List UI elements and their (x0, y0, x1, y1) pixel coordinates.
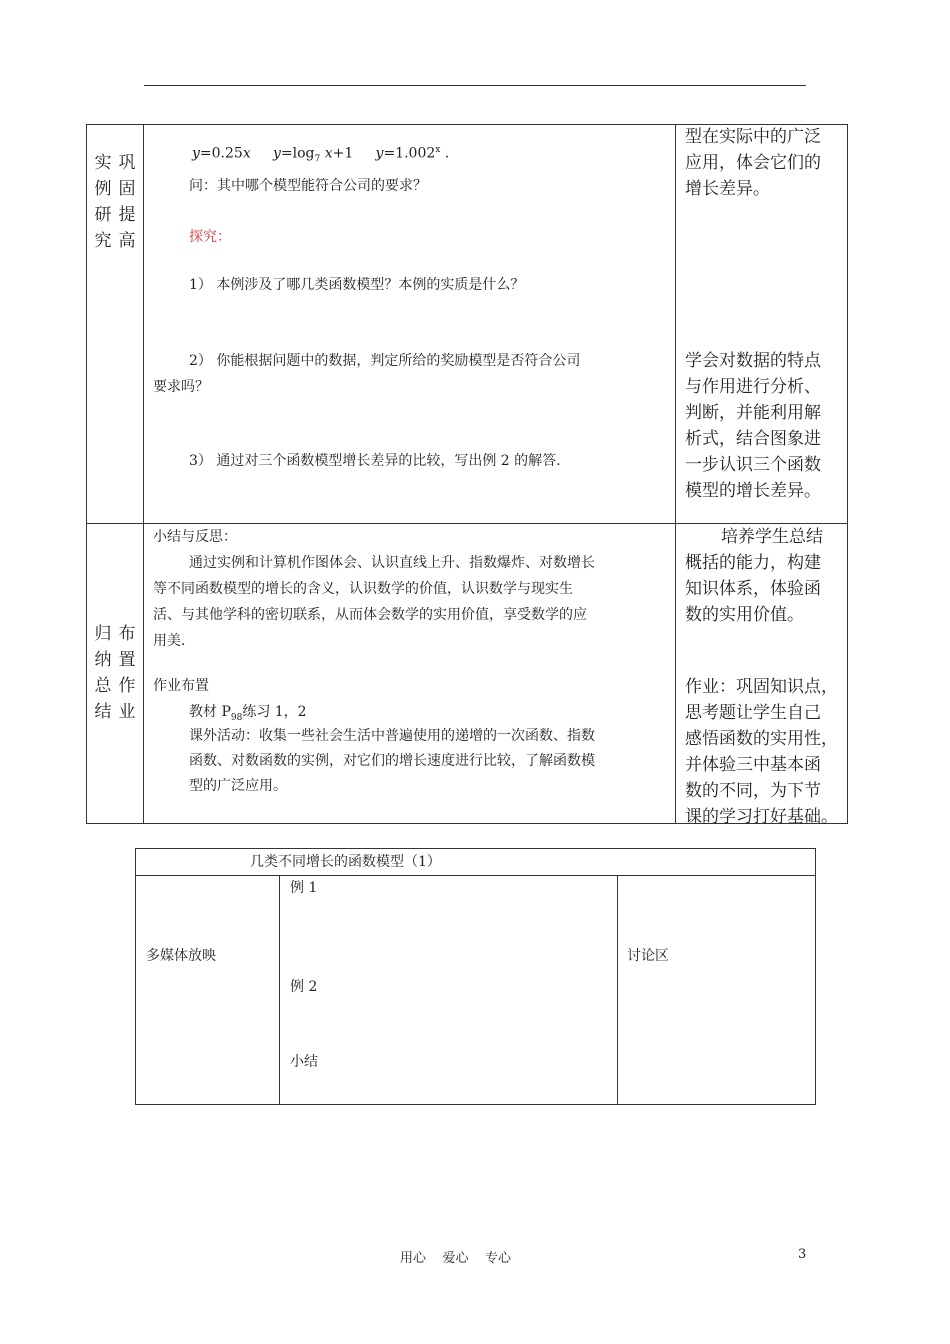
explore-question-1: 1） 本例涉及了哪几类函数模型？本例的实质是什么？ (189, 277, 525, 293)
board-right-cell (617, 875, 816, 1105)
row1-label-left: 实例研究 (94, 153, 112, 251)
activity-line-2: 函数、对数函数的实例，对它们的增长速度进行比较，了解函数模 (189, 753, 595, 769)
header-rule (144, 85, 806, 86)
board-discussion: 讨论区 (627, 948, 669, 964)
board-title: 几类不同增长的函数模型（1） (250, 854, 441, 870)
board-summary: 小结 (290, 1054, 318, 1070)
footer-motto: 用心 爱心 专心 (400, 1251, 512, 1266)
board-title-cell (135, 848, 816, 876)
explore-question-3: 3） 通过对三个函数模型增长差异的比较，写出例 2 的解答. (189, 453, 561, 469)
homework-book: 教材 $P_{98}$练习 1，2 (189, 704, 307, 723)
board-left-cell (135, 875, 280, 1105)
row1-label-right: 巩固提高 (118, 153, 136, 251)
board-example-1: 例 1 (290, 880, 318, 896)
row1-notes-top: 型在实际中的广泛 应用，体会它们的 增长差异。 (685, 127, 821, 199)
model-formulas: y=0.25x $y=\log_7$ x+1 $y=1.002^x$ . (192, 145, 450, 165)
summary-line-4: 用美. (153, 633, 186, 649)
model-question: 问：其中哪个模型能符合公司的要求？ (189, 178, 427, 194)
board-example-2: 例 2 (290, 979, 318, 995)
row2-notes-top: 培养学生总结 概括的能力，构建 知识体系，体验函 数的实用价值。 (685, 527, 823, 625)
explore-heading: 探究： (189, 229, 231, 245)
page-number: 3 (798, 1247, 807, 1262)
board-middle-cell (279, 875, 618, 1105)
row2-label-left: 归纳总结 (94, 624, 112, 722)
row2-notes-bottom: 作业：巩固知识点， 思考题让学生自己 感悟函数的实用性， 并体验三中基本函 数的不同，为下节 课的学习打好基础。 (685, 677, 838, 827)
summary-line-3: 活、与其他学科的密切联系，从而体会数学的实用价值，享受数学的应 (153, 607, 587, 623)
homework-title: 作业布置 (153, 678, 209, 694)
row1-notes-bottom: 学会对数据的特点 与作用进行分析、 判断，并能利用解 析式，结合图象进 一步认识三个函数 模型的增长差异。 (685, 351, 821, 501)
summary-line-1: 通过实例和计算机作图体会、认识直线上升、指数爆炸、对数增长 (189, 555, 595, 571)
activity-line-1: 课外活动：收集一些社会生活中普遍使用的递增的一次函数、指数 (189, 728, 595, 744)
summary-line-2: 等不同函数模型的增长的含义，认识数学的价值，认识数学与现实生 (153, 581, 573, 597)
summary-title: 小结与反思： (153, 529, 237, 545)
explore-question-2b: 要求吗？ (153, 379, 209, 395)
board-multimedia: 多媒体放映 (146, 948, 216, 964)
explore-question-2a: 2） 你能根据问题中的数据，判定所给的奖励模型是否符合公司 (189, 353, 581, 369)
activity-line-3: 型的广泛应用。 (189, 778, 287, 794)
row2-label-right: 布置作业 (118, 624, 136, 722)
